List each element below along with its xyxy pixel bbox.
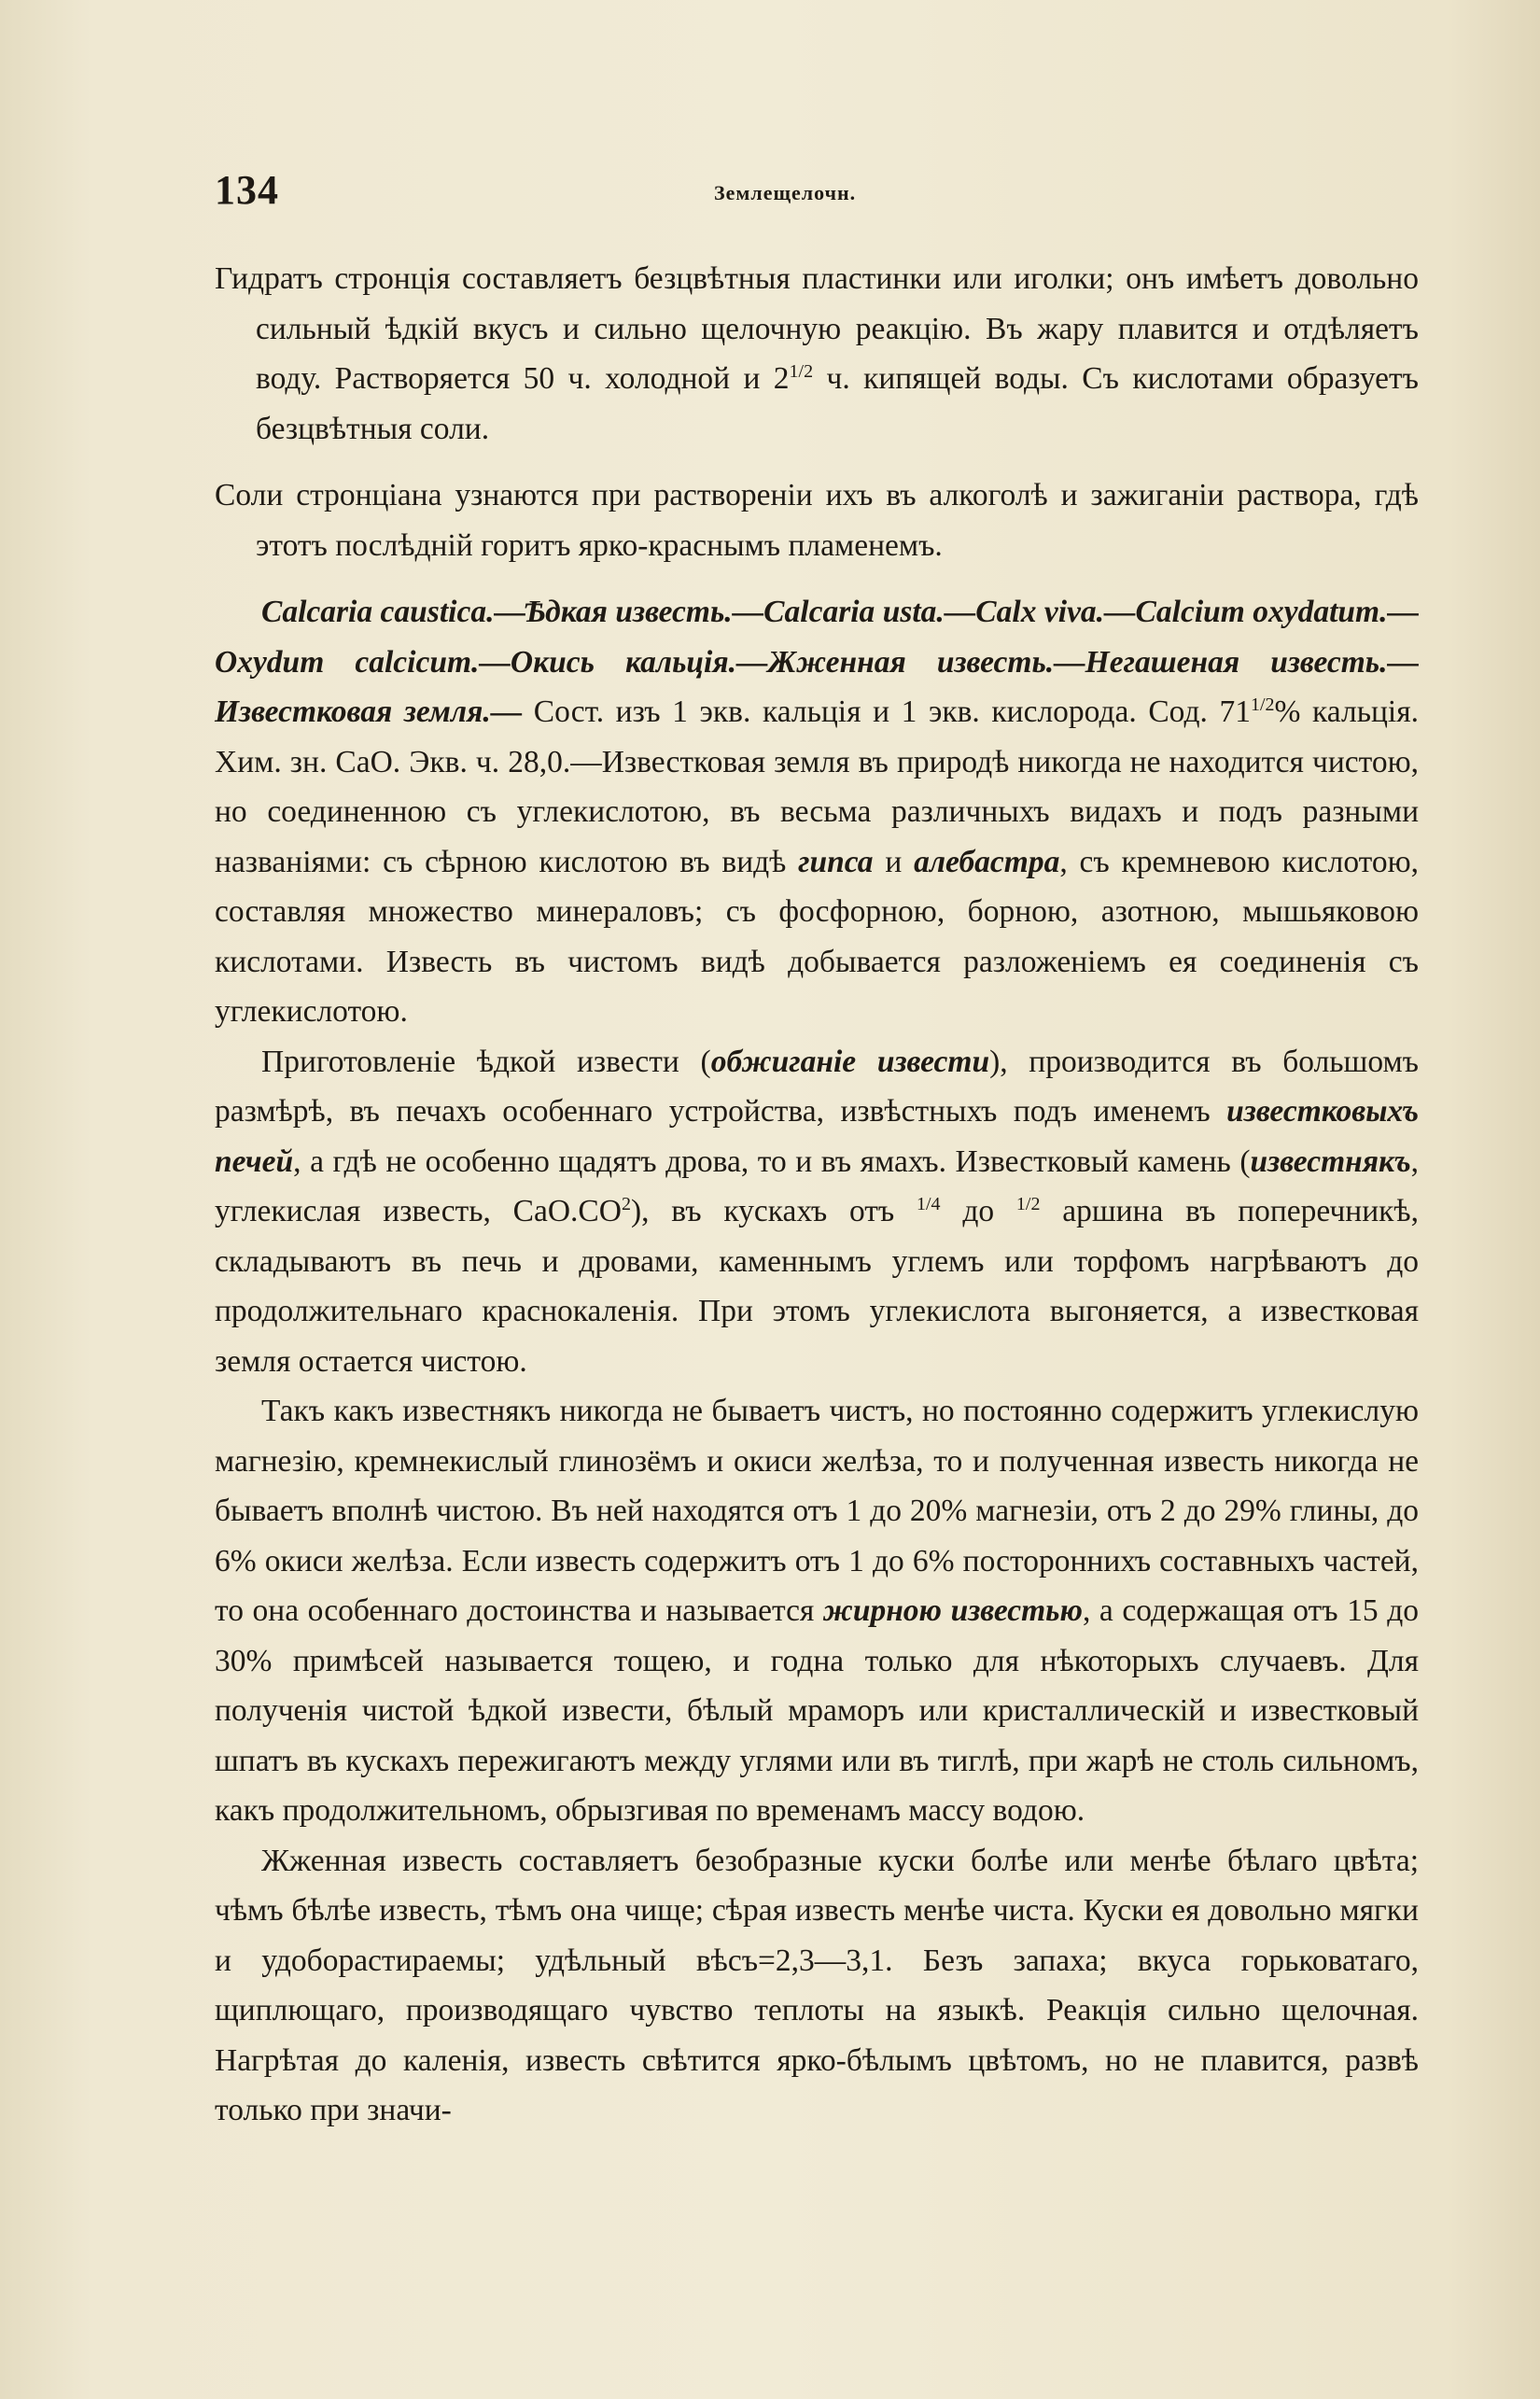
fraction: 1/2 xyxy=(789,360,814,382)
fraction: 1/2 xyxy=(1015,1193,1041,1214)
fraction: 1/4 xyxy=(916,1193,941,1214)
page-number: 134 xyxy=(215,167,279,213)
paragraph-preparation: Приготовленіе ѣдкой извести (обжиганіе извести), производится въ большомъ размѣрѣ, въ печахъ особеннаго устройства, извѣстныхъ подъ именемъ известковыхъ печей, а гдѣ не особенно щадятъ дрова, то и въ ямахъ. Известковый камень (известнякъ, углекислая известь, $СаО.СО^2$), въ кускахъ отъ $^{1/4}$ до $^{1/2}$ аршина въ поперечникѣ, складываютъ въ печь и дровами, каменнымъ углемъ или торфомъ нагрѣваютъ до продолжительнаго краснокаленія. При этомъ углекислота выгоняется, а известковая земля остается чистою. xyxy=(215,1044,1420,1379)
running-head: Землещелочн. xyxy=(714,181,857,204)
body-text xyxy=(215,254,1419,2136)
paragraph-calcaria-caustica: Calcaria caustica.—Ѣдкая известь.—Calcaria usta.—Calx viva.—Calcium oxydatum.—Oxydum calcicum.—Окись кальція.—Жженная известь.—Негашеная известь.— Известковая земля.— Сост. изъ 1 экв. кальція и 1 экв. кислорода. Сод. $71^{1/2}\%$ кальція. Хим. зн. СаО. Экв. ч. 28,0.—Известковая земля въ природѣ никогда не находится чистою, но соединенною съ углекислотою, въ весьма различныхъ видахъ и подъ разными названіями: съ сѣрною кислотою въ видѣ гипса и алебастра, съ кремневою кислотою, составляя множество минераловъ; съ фосфорною, борною, азотною, мышьяковою кислотами. Известь въ чистомъ видѣ добывается разложеніемъ ея соединенія съ углекислотою. xyxy=(215,595,1419,1029)
paragraph-impurities: Такъ какъ известнякъ никогда не бываетъ чистъ, но постоянно содержитъ углекислую магнезію, кремнекислый глинозёмъ и окиси желѣза, то и полученная известь никогда не бываетъ вполнѣ чистою. Въ ней находятся отъ 1 до 20% магнезіи, отъ 2 до 29% глины, до 6% окиси желѣза. Если известь содержитъ отъ 1 до 6% постороннихъ составныхъ частей, то она особеннаго достоинства и называется жирною известью, а содержащая отъ 15 до 30% примѣсей называется тощею, и годна только для нѣкоторыхъ случаевъ. Для полученія чистой ѣдкой извести, бѣлый мраморъ или кристаллическій и известковый шпатъ въ кускахъ пережигаютъ между углями или въ тиглѣ, при жарѣ не столь сильномъ, какъ продолжительномъ, обрызгивая по временамъ массу водою. xyxy=(215,1394,1419,1828)
fraction: 1/2 xyxy=(1250,694,1275,715)
page-header xyxy=(215,166,1419,213)
paragraph-strontium-hydrate: Гидратъ стронція составляетъ безцвѣтныя пластинки или иголки; онъ имѣетъ довольно сильный ѣдкій вкусъ и сильно щелочную реакцію. Въ жару плавится и отдѣляетъ воду. Растворяется 50 ч. холодной и $2^{1/2}$ ч. кипящей воды. Съ кислотами образуетъ безцвѣтныя соли. xyxy=(215,261,1419,446)
paragraph-strontium-salts: Соли стронціана узнаются при раствореніи ихъ въ алкоголѣ и зажиганіи раствора, гдѣ этотъ послѣдній горитъ ярко-краснымъ пламенемъ. xyxy=(215,478,1419,563)
entry-names: Calcaria caustica.—Ѣдкая известь.—Calcaria usta.—Calx viva.—Calcium oxydatum.—Oxydum calcicum.—Окись кальція.—Жженная известь.—Негашеная известь.— Известковая земля.— xyxy=(215,595,1419,729)
paragraph-properties: Жженная известь составляетъ безобразные куски болѣе или менѣе бѣлаго цвѣта; чѣмъ бѣлѣе известь, тѣмъ она чище; сѣрая известь менѣе чиста. Куски ея довольно мягки и удобоpастираемы; удѣльный вѣсъ=2,3—3,1. Безъ запаха; вкуса горьковатаго, щиплющаго, производящаго чувство теплоты на языкѣ. Реакція сильно щелочная. Нагрѣтая до каленія, известь свѣтится ярко-бѣлымъ цвѣтомъ, но не плавится, развѣ только при значи- xyxy=(215,1843,1419,2127)
